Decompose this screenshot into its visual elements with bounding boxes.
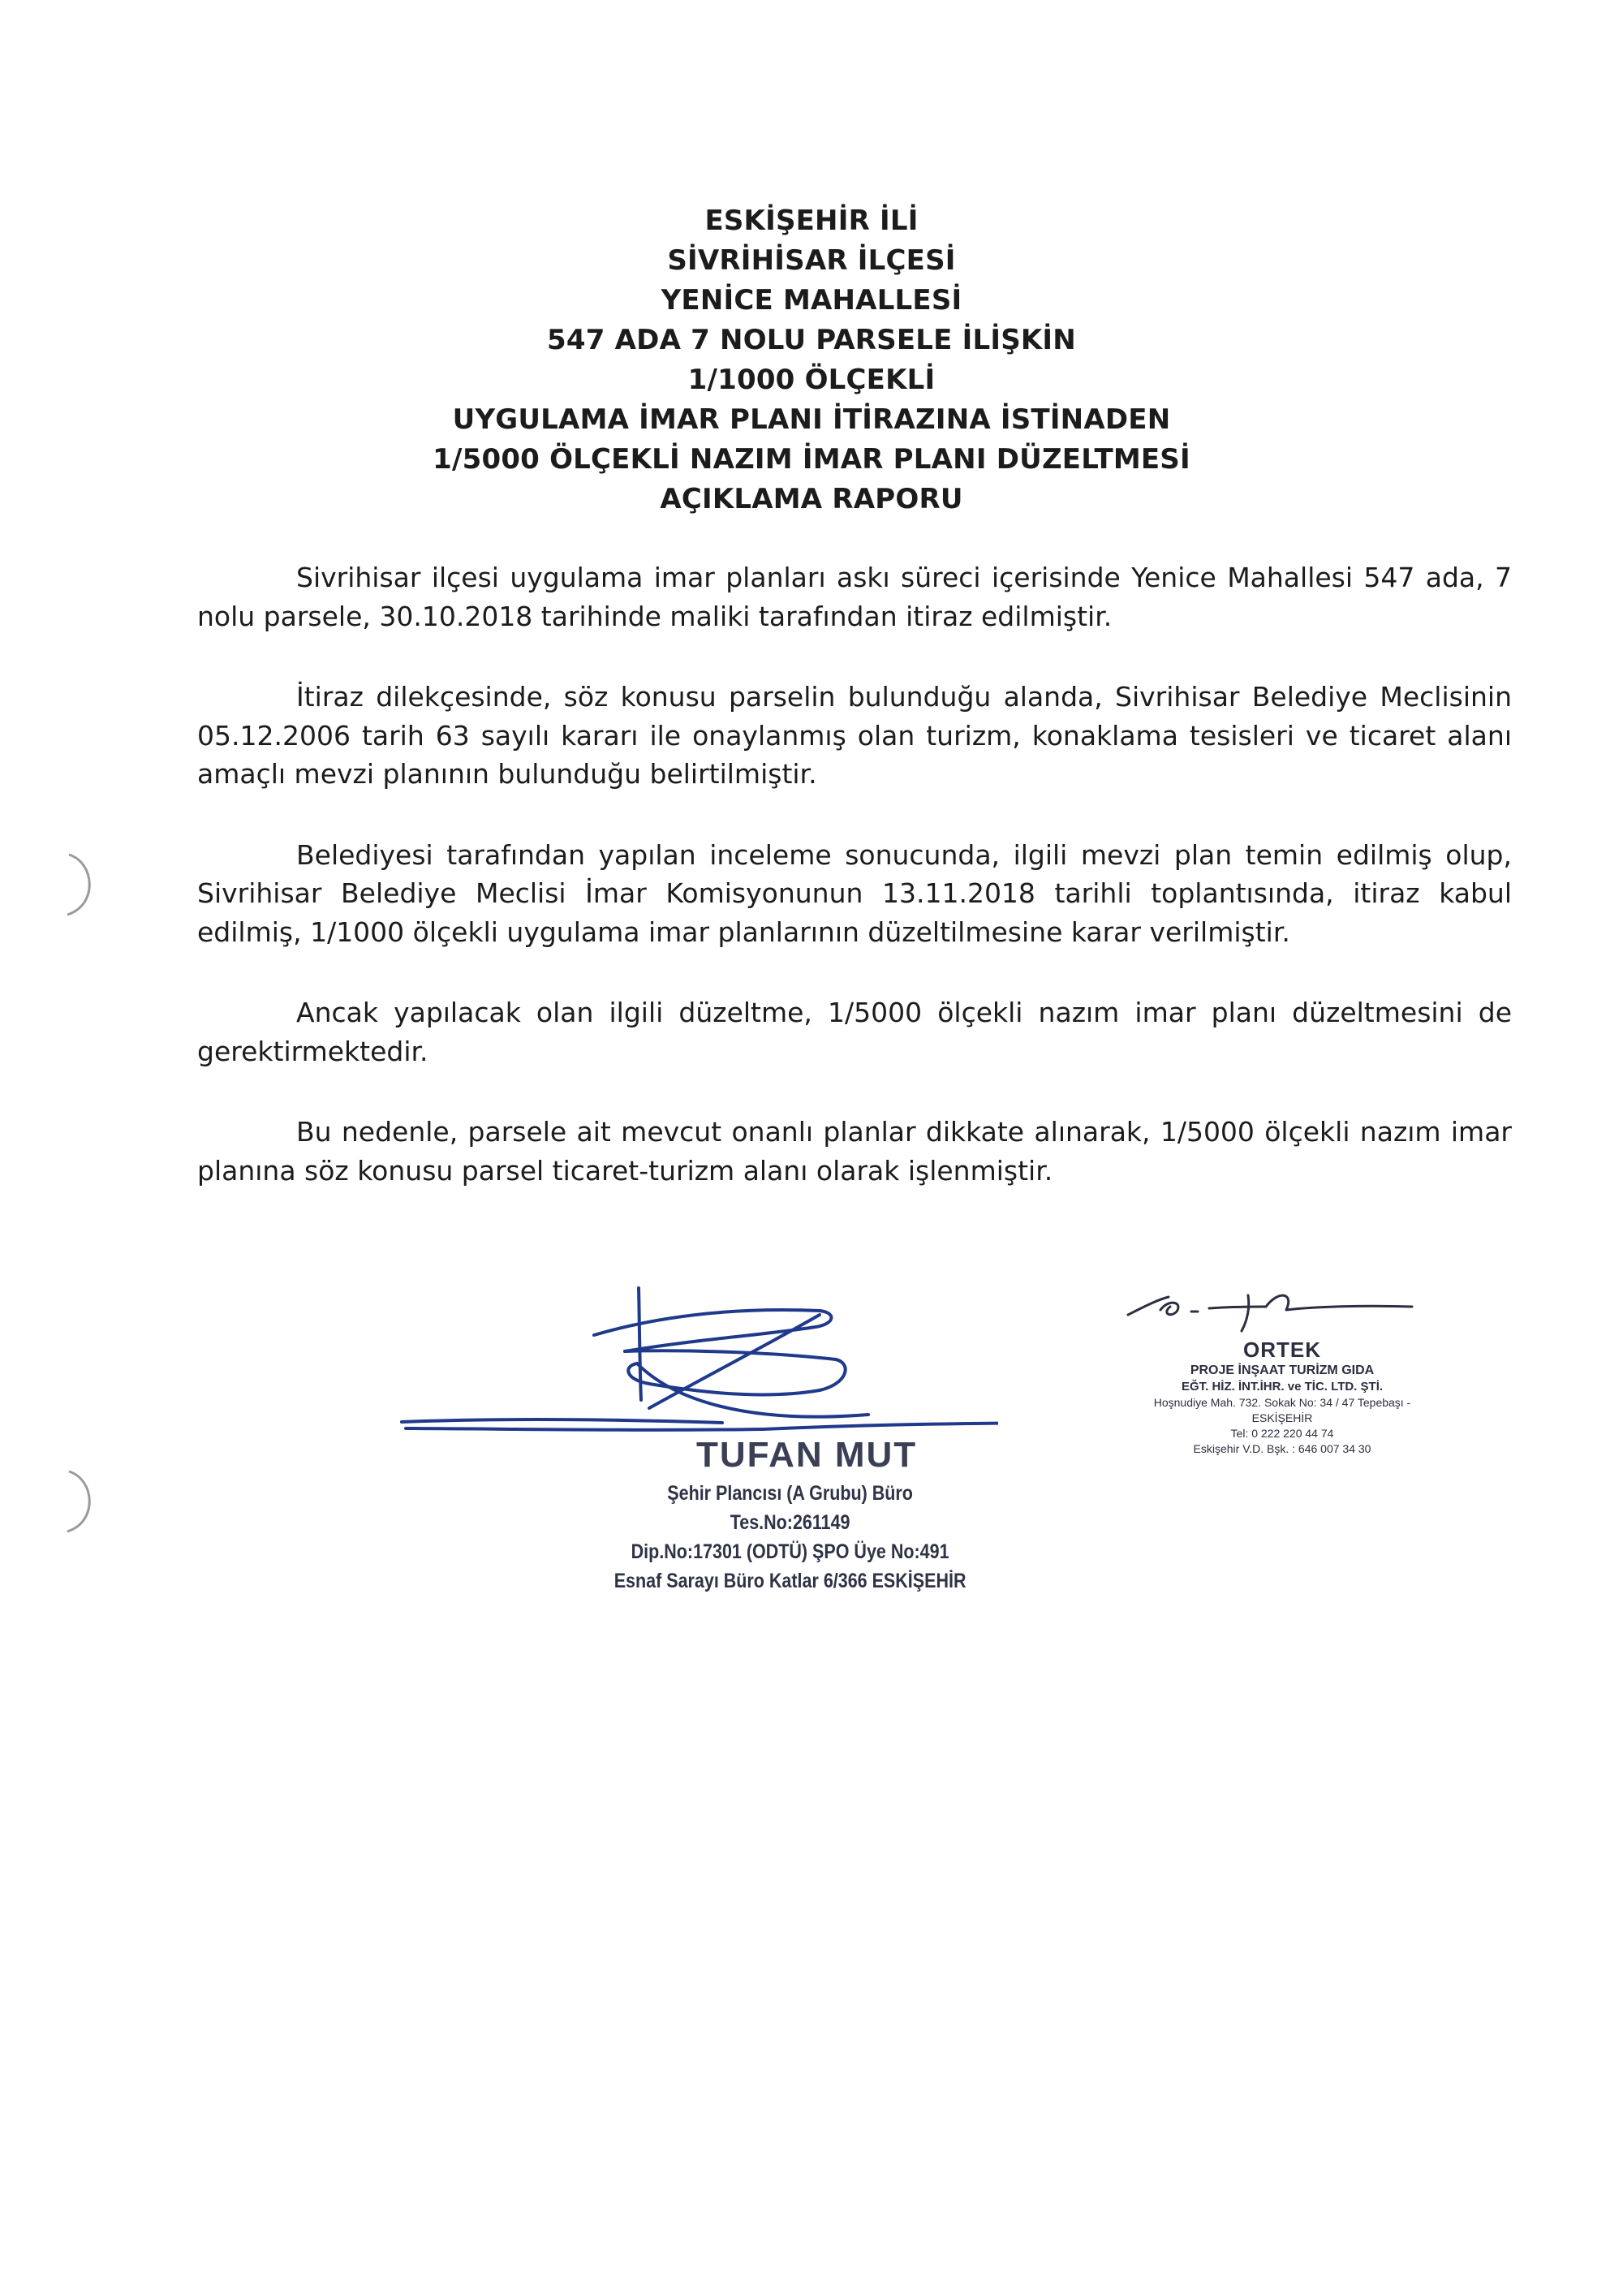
stamp-line: Dip.No:17301 (ODTÜ) ŞPO Üye No:491	[631, 1540, 949, 1563]
paragraph: Belediyesi tarafından yapılan inceleme sonucunda, ilgili mevzi plan temin edilmiş olup, Sivrihisar Belediye Meclisi İmar Komisyonunun 13.11.2018 tarihli toplantısında, itiraz kabul edilmiş, 1/1000 ölçekli uygulama imar planlarının düzeltilmesine karar verilmiştir.	[197, 838, 1512, 948]
title-line: UYGULAMA İMAR PLANI İTİRAZINA İSTİNADEN	[452, 403, 1171, 436]
title-line: YENİCE MAHALLESİ	[661, 284, 962, 317]
stamp-line: EĞT. HİZ. İNT.İHR. ve TİC. LTD. ŞTİ.	[1181, 1380, 1384, 1394]
title-line: 1/5000 ÖLÇEKLİ NAZIM İMAR PLANI DÜZELTMESİ	[433, 443, 1190, 476]
stamp-line: Tel: 0 222 220 44 74	[1230, 1427, 1334, 1440]
stamp-firm-name: ORTEK	[1243, 1338, 1321, 1362]
stamp-line: Esnaf Sarayı Büro Katlar 6/366 ESKİŞEHİR	[613, 1570, 966, 1592]
paragraph: Sivrihisar ilçesi uygulama imar planları askı süreci içerisinde Yenice Mahallesi 547 ada, 7 nolu parsele, 30.10.2018 tarihinde maliki tarafından itiraz edilmiştir.	[197, 562, 1512, 632]
signature-ortek	[1120, 1282, 1428, 1339]
paragraph: İtiraz dilekçesinde, söz konusu parselin bulunduğu alanda, Sivrihisar Belediye Meclisinin 05.12.2006 tarih 63 sayılı kararı ile onaylanmış olan turizm, konaklama tesisleri ve ticaret alanı amaçlı mevzi planının bulunduğu belirtilmiştir.	[197, 681, 1512, 790]
title-line: AÇIKLAMA RAPORU	[660, 483, 963, 515]
title-line: SİVRİHİSAR İLÇESİ	[667, 244, 956, 277]
stamp-ortek	[1132, 1338, 1432, 1457]
handwritten-signature	[1120, 1282, 1428, 1339]
stamp-line: PROJE İNŞAAT TURİZM GIDA	[1190, 1363, 1375, 1377]
report-title	[0, 201, 1623, 519]
title-line: 1/1000 ÖLÇEKLİ	[687, 364, 936, 396]
stamp-tufan-mut	[609, 1479, 971, 1596]
punch-hole-mark	[45, 848, 101, 921]
signatory-name: TUFAN MUT	[696, 1435, 918, 1475]
paragraph: Ancak yapılacak olan ilgili düzeltme, 1/5000 ölçekli nazım imar planı düzeltmesini de gerektirmektedir.	[197, 997, 1512, 1067]
paragraph: Bu nedenle, parsele ait mevcut onanlı planlar dikkate alınarak, 1/5000 ölçekli nazım imar planına söz konusu parsel ticaret-turizm alanı olarak işlenmiştir.	[197, 1116, 1512, 1187]
title-line: ESKİŞEHİR İLİ	[704, 205, 919, 237]
stamp-line: Eskişehir V.D. Bşk. : 646 007 34 30	[1193, 1442, 1371, 1455]
title-line: 547 ADA 7 NOLU PARSELE İLİŞKİN	[547, 324, 1076, 356]
punch-hole-mark	[45, 1465, 101, 1538]
stamp-line: Şehir Plancısı (A Grubu) Büro Tes.No:261149	[667, 1482, 913, 1534]
stamp-line: Hoşnudiye Mah. 732. Sokak No: 34 / 47 Tepebaşı - ESKİŞEHİR	[1153, 1396, 1411, 1424]
report-body	[197, 558, 1512, 1232]
